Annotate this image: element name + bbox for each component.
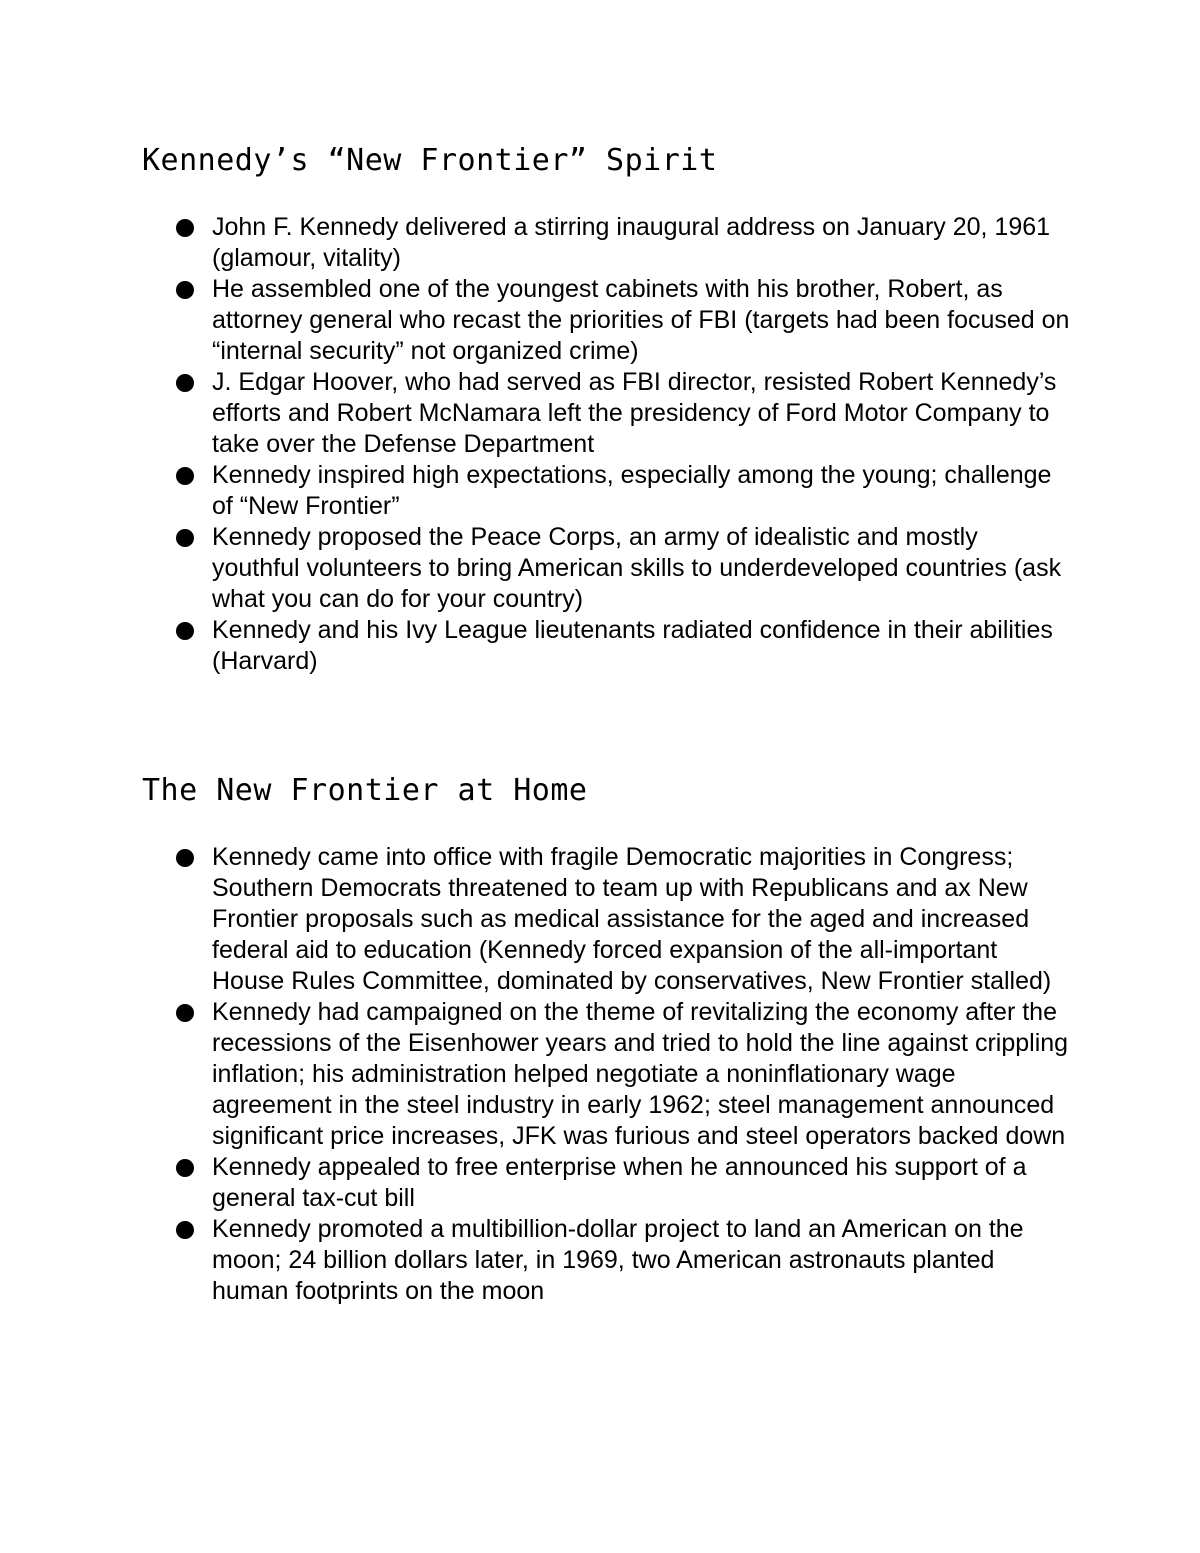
list-item	[212, 842, 1072, 997]
bullet-icon	[176, 529, 194, 547]
list-item	[212, 367, 1072, 460]
section-heading: Kennedy’s “New Frontier” Spirit	[142, 143, 718, 178]
bullet-list	[142, 212, 1072, 677]
list-item-text: J. Edgar Hoover, who had served as FBI director, resisted Robert Kennedy’s efforts and Robert McNamara left the presidency of Ford Motor Company to take over the Defense Department	[212, 368, 1057, 458]
bullet-icon	[176, 1004, 194, 1022]
list-item	[212, 522, 1072, 615]
section-heading: The New Frontier at Home	[142, 773, 588, 808]
list-item	[212, 615, 1072, 677]
list-item-text: He assembled one of the youngest cabinets with his brother, Robert, as attorney general who recast the priorities of FBI (targets had been focused on “internal security” not organized crime)	[212, 275, 1070, 365]
bullet-icon	[176, 1221, 194, 1239]
list-item	[212, 1214, 1072, 1307]
bullet-icon	[176, 467, 194, 485]
list-item-text: Kennedy appealed to free enterprise when he announced his support of a general tax-cut bill	[212, 1153, 1027, 1212]
bullet-list	[142, 842, 1072, 1307]
list-item-text: Kennedy inspired high expectations, especially among the young; challenge of “New Frontier”	[212, 461, 1052, 520]
list-item-text: Kennedy proposed the Peace Corps, an army of idealistic and mostly youthful volunteers to bring American skills to underdeveloped countries (ask what you can do for your country)	[212, 523, 1062, 613]
list-item	[212, 460, 1072, 522]
list-item-text: Kennedy had campaigned on the theme of revitalizing the economy after the recessions of the Eisenhower years and tried to hold the line against crippling inflation; his administration helped negotiate a noninflationary wage agreement in the steel industry in early 1962; steel management announced significant price increases, JFK was furious and steel operators backed down	[212, 998, 1069, 1150]
bullet-icon	[176, 622, 194, 640]
list-item-text: Kennedy came into office with fragile Democratic majorities in Congress; Southern Democrats threatened to team up with Republicans and ax New Frontier proposals such as medical assistance for the aged and increased federal aid to education (Kennedy forced expansion of the all-important House Rules Committee, dominated by conservatives, New Frontier stalled)	[212, 843, 1052, 995]
list-item-text: John F. Kennedy delivered a stirring inaugural address on January 20, 1961 (glamour, vitality)	[212, 213, 1051, 272]
bullet-icon	[176, 374, 194, 392]
list-item	[212, 212, 1072, 274]
list-item-text: Kennedy and his Ivy League lieutenants radiated confidence in their abilities (Harvard)	[212, 616, 1053, 675]
bullet-icon	[176, 1159, 194, 1177]
list-item-text: Kennedy promoted a multibillion-dollar project to land an American on the moon; 24 billion dollars later, in 1969, two American astronauts planted human footprints on the moon	[212, 1215, 1024, 1305]
section-new-frontier-at-home	[142, 770, 1072, 1307]
bullet-icon	[176, 219, 194, 237]
list-item	[212, 1152, 1072, 1214]
bullet-icon	[176, 849, 194, 867]
list-item	[212, 274, 1072, 367]
section-new-frontier-spirit	[142, 140, 1072, 677]
list-item	[212, 997, 1072, 1152]
bullet-icon	[176, 281, 194, 299]
